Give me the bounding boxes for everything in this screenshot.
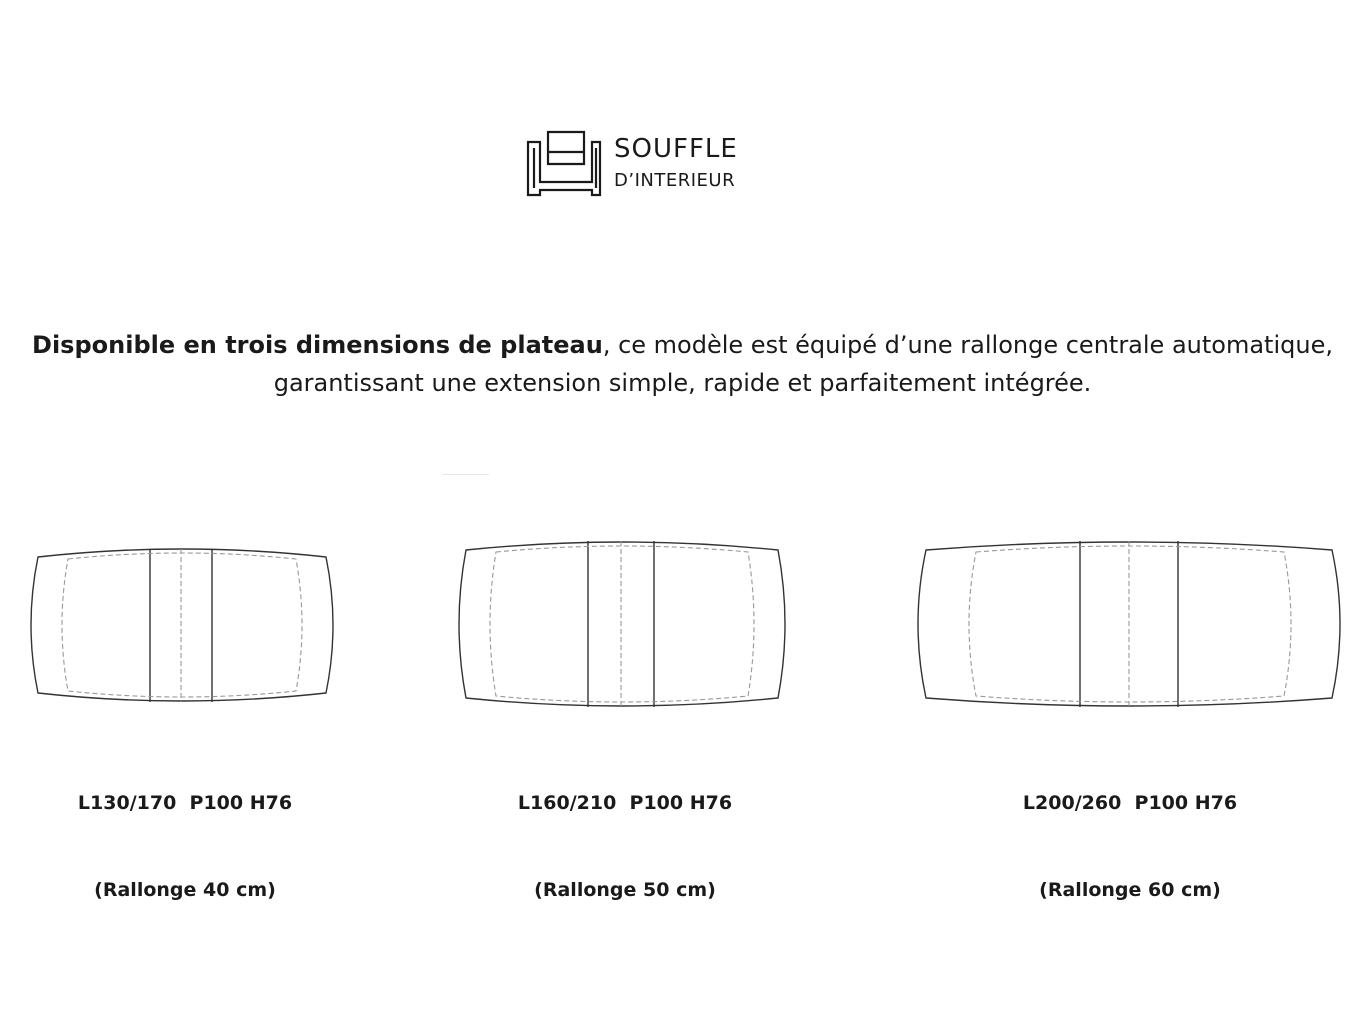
divider — [443, 474, 489, 475]
brand-logo — [526, 128, 756, 200]
table-caption-large — [975, 731, 1285, 934]
dimensions-label: L130/170 P100 H76 — [77, 792, 293, 814]
armchair-icon — [526, 128, 606, 200]
dimensions-label: L160/210 P100 H76 — [517, 792, 733, 814]
extension-label: (Rallonge 60 cm) — [1039, 879, 1221, 901]
table-caption-medium — [470, 731, 780, 934]
extension-label: (Rallonge 50 cm) — [534, 879, 716, 901]
intro-paragraph — [20, 326, 1345, 402]
extension-label: (Rallonge 40 cm) — [94, 879, 276, 901]
table-drawing-large — [910, 538, 1350, 710]
brand-name: SOUFFLE — [614, 134, 738, 164]
table-drawing-small — [24, 545, 340, 705]
brand-subtitle: D’INTERIEUR — [614, 170, 736, 191]
intro-line2: garantissant une extension simple, rapide et parfaitement intégrée. — [273, 369, 1092, 397]
table-drawing-medium — [452, 538, 792, 710]
intro-bold: Disponible en trois dimensions de plateau — [32, 331, 603, 359]
table-caption-small — [30, 731, 340, 934]
dimensions-label: L200/260 P100 H76 — [1022, 792, 1238, 814]
intro-rest: , ce modèle est équipé d’une rallonge centrale automatique, — [602, 331, 1333, 359]
